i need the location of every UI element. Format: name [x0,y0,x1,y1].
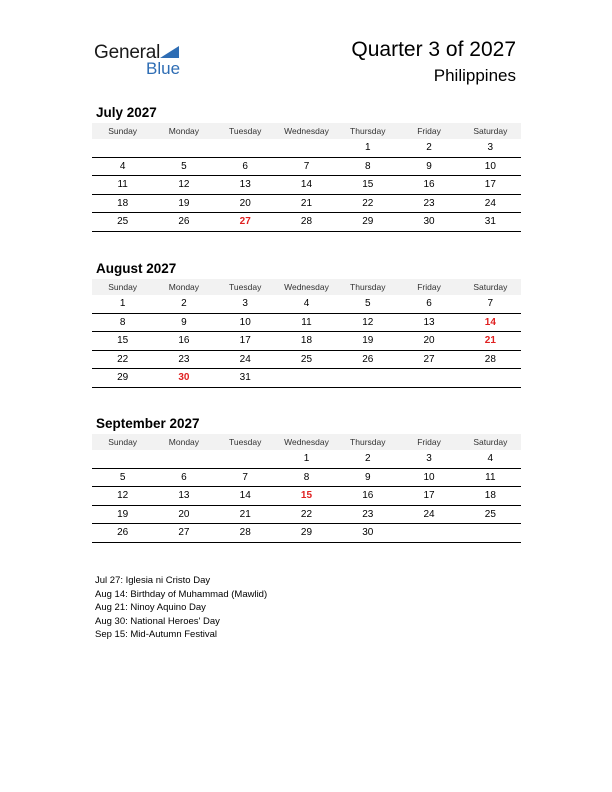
day-cell: 29 [300,527,313,539]
day-cell: 14 [239,490,251,502]
day-cell: 2 [426,142,432,154]
logo-triangle-icon [160,46,179,58]
week-row [92,332,521,351]
weekday-label: Tuesday [229,282,262,292]
holiday-note: Aug 30: National Heroes' Day [95,615,220,627]
day-cell: 29 [117,372,129,384]
weekday-label: Tuesday [229,437,262,447]
day-cell: 24 [239,353,251,365]
page-title: Quarter 3 of 2027 [351,38,516,61]
day-cell: 9 [181,316,187,328]
week-row [92,213,521,232]
day-cell: 26 [117,527,129,539]
day-cell: 20 [178,508,190,520]
day-cell: 15 [117,335,129,347]
weekday-label: Saturday [473,437,508,447]
day-cell: 13 [178,490,190,502]
week-row [92,139,521,158]
day-cell: 6 [242,160,248,172]
day-cell: 17 [239,335,251,347]
day-cell: 19 [362,335,374,347]
day-cell: 22 [117,353,129,365]
day-cell: 10 [423,471,435,483]
weekday-label: Wednesday [284,282,329,292]
day-cell: 28 [239,527,251,539]
holiday-day-cell: 30 [178,372,190,384]
week-row [92,351,521,370]
week-row [92,524,521,543]
day-cell: 31 [239,372,251,384]
day-cell: 11 [485,471,496,483]
week-row [92,487,521,506]
day-cell: 18 [300,335,313,347]
day-cell: 25 [117,216,129,228]
day-cell: 13 [423,316,435,328]
day-cell: 5 [364,298,371,310]
week-row [92,469,521,488]
day-cell: 16 [423,179,435,191]
weekday-header [92,279,521,295]
holiday-day-cell: 14 [484,316,496,328]
day-cell: 15 [362,179,374,191]
logo-text-blue: Blue [146,59,181,78]
holiday-note: Jul 27: Iglesia ni Cristo Day [95,575,211,586]
day-cell: 27 [178,527,190,539]
day-cell: 4 [303,298,310,310]
holiday-note: Aug 21: Ninoy Aquino Day [95,602,206,613]
day-cell: 25 [484,508,496,520]
day-cell: 21 [239,508,251,520]
day-cell: 1 [119,298,126,310]
day-cell: 4 [119,160,126,172]
month-title: September 2027 [96,416,200,431]
week-row [92,450,521,469]
day-cell: 14 [300,179,313,191]
month-july [92,103,521,232]
day-cell: 5 [119,471,126,483]
week-row [92,158,521,177]
day-cell: 26 [362,353,374,365]
day-cell: 7 [242,471,248,483]
day-cell: 1 [364,142,371,154]
day-cell: 20 [239,197,251,209]
day-cell: 9 [426,160,432,172]
day-cell: 3 [242,298,248,310]
week-row [92,195,521,214]
weekday-label: Saturday [473,126,508,136]
day-cell: 13 [239,179,251,191]
day-cell: 18 [117,197,129,209]
weekday-label: Monday [168,126,200,136]
day-cell: 17 [423,490,435,502]
day-cell: 28 [300,216,313,228]
month-august [92,259,521,388]
day-cell: 12 [117,490,129,502]
day-cell: 18 [484,490,496,502]
logo-text-general: General [94,42,161,63]
day-cell: 6 [181,471,187,483]
day-cell: 29 [362,216,374,228]
day-cell: 5 [181,160,187,172]
month-september [92,414,521,543]
weekday-label: Thursday [350,126,386,136]
day-cell: 22 [300,508,313,520]
week-row [92,314,521,333]
day-cell: 20 [423,335,435,347]
week-row [92,506,521,525]
month-title: July 2027 [96,105,157,120]
day-cell: 7 [303,160,310,172]
day-cell: 11 [117,179,128,191]
day-cell: 24 [423,508,435,520]
weekday-label: Sunday [108,126,138,136]
day-cell: 9 [364,471,371,483]
weekday-label: Monday [168,437,200,447]
holiday-notes [95,574,267,642]
weekday-label: Thursday [350,282,386,292]
weekday-label: Wednesday [284,126,329,136]
weekday-label: Sunday [108,437,138,447]
week-row [92,369,521,388]
day-cell: 4 [487,453,494,465]
day-cell: 7 [487,298,494,310]
day-cell: 27 [423,353,435,365]
day-cell: 3 [426,453,432,465]
weekday-label: Friday [417,126,441,136]
day-cell: 23 [362,508,374,520]
holiday-day-cell: 21 [484,335,496,347]
day-cell: 17 [484,179,496,191]
day-cell: 6 [426,298,432,310]
weekday-header [92,434,521,450]
day-cell: 26 [178,216,190,228]
holiday-day-cell: 15 [300,490,313,502]
day-cell: 30 [362,527,374,539]
weekday-label: Saturday [473,282,508,292]
generalblue-logo [94,40,194,80]
day-cell: 3 [487,142,494,154]
day-cell: 22 [362,197,374,209]
weekday-label: Friday [417,282,441,292]
day-cell: 19 [117,508,129,520]
day-cell: 31 [484,216,496,228]
day-cell: 24 [484,197,496,209]
day-cell: 28 [484,353,496,365]
day-cell: 10 [239,316,251,328]
day-cell: 10 [484,160,496,172]
weekday-label: Tuesday [229,126,262,136]
day-cell: 2 [181,298,187,310]
weekday-label: Friday [417,437,441,447]
day-cell: 16 [362,490,374,502]
day-cell: 21 [300,197,313,209]
day-cell: 2 [364,453,371,465]
holiday-note: Sep 15: Mid-Autumn Festival [95,629,217,640]
weekday-header [92,123,521,139]
weekday-label: Sunday [108,282,138,292]
day-cell: 11 [301,316,312,328]
holiday-day-cell: 27 [239,216,251,228]
day-cell: 12 [362,316,374,328]
day-cell: 23 [423,197,435,209]
day-cell: 23 [178,353,190,365]
day-cell: 19 [178,197,190,209]
holiday-note: Aug 14: Birthday of Muhammad (Mawlid) [95,588,268,600]
day-cell: 8 [119,316,126,328]
day-cell: 16 [178,335,190,347]
day-cell: 1 [303,453,310,465]
country-name: Philippines [433,66,516,85]
weekday-label: Thursday [350,437,386,447]
day-cell: 12 [178,179,190,191]
weekday-label: Monday [168,282,200,292]
day-cell: 8 [303,471,310,483]
day-cell: 8 [364,160,371,172]
week-row [92,176,521,195]
month-title: August 2027 [96,261,177,276]
day-cell: 30 [423,216,435,228]
weekday-label: Wednesday [284,437,329,447]
day-cell: 25 [300,353,313,365]
week-row [92,295,521,314]
